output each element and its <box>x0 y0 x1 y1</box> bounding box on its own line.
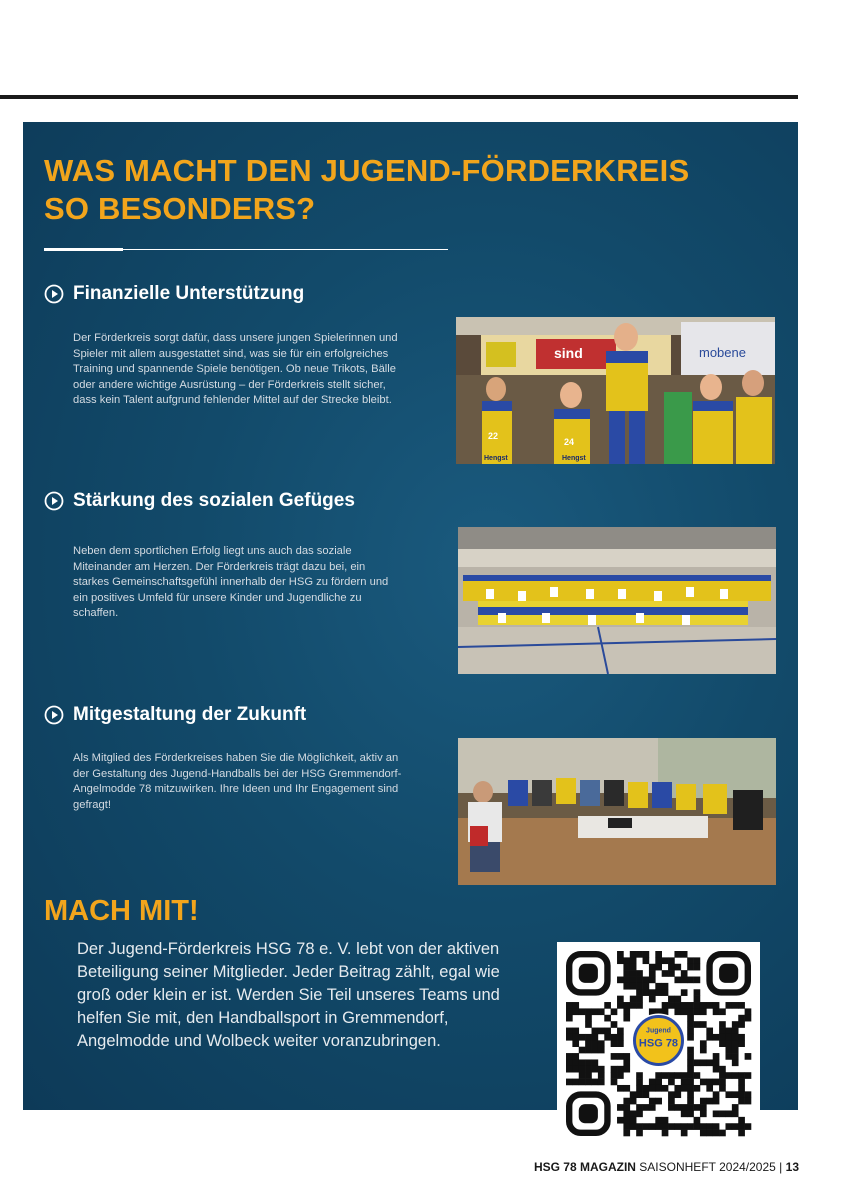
photo-jersey-sponsor: Hengst <box>562 455 586 462</box>
page-headline <box>44 152 689 228</box>
footer-separator: | <box>779 1160 783 1174</box>
photo-sponsor-text: mobene <box>699 345 746 360</box>
section-title-label: Mitgestaltung der Zukunft <box>73 704 307 725</box>
section-text-sozial: Neben dem sportlichen Erfolg liegt uns auch das soziale Miteinander am Herzen. Der Förderkreis trägt dazu bei, ein starkes Gemeinschaftsgefühl innerhalb der HSG zu fördern und ein positives Umfeld für unsere Kinder und Jugendliche zu schaffen. <box>73 545 389 619</box>
play-circle-icon <box>44 491 64 511</box>
section-text-finanzielle: Der Förderkreis sorgt dafür, dass unsere jungen Spielerinnen und Spieler mit allem ausgestattet sind, was sie für ein erfolgreiches Training und spannende Spiele benötigen. Ob neue Trikots, Bälle oder andere wichtige Ausrüstung – der Förderkreis stellt sicher, dass kein Talent aufgrund fehlender Mittel auf der Strecke bleibt. <box>73 332 398 406</box>
photo-group-gym <box>458 527 776 674</box>
section-title-finanzielle <box>44 283 304 305</box>
section-text-zukunft: Als Mitglied des Förderkreises haben Sie die Möglichkeit, aktiv an der Gestaltung des Jugend-Handballs bei der HSG Gremmendorf-Angelmodde 78 mitzuwirken. Ihre Ideen und Ihr Engagement sind gefragt! <box>73 752 402 811</box>
cta-text: Der Jugend-Förderkreis HSG 78 e. V. lebt von der aktiven Beteiligung seiner Mitglieder. Jeder Beitrag zählt, egal wie groß oder klein er ist. Werden Sie Teil unseres Teams und helfen Sie mit, den Handballsport in Gremmendorf, Angelmodde und Wolbeck weiter voranzubringen. <box>77 940 500 1050</box>
headline-line-2: SO BESONDERS? <box>44 191 316 226</box>
play-circle-icon <box>44 284 64 304</box>
page-footer <box>534 1160 799 1174</box>
play-circle-icon <box>44 705 64 725</box>
section-title-zukunft <box>44 704 306 726</box>
photo-kids-team <box>456 317 775 464</box>
footer-edition: SAISONHEFT 2024/2025 <box>639 1160 776 1174</box>
qr-logo-top-text: Jugend <box>646 1027 671 1035</box>
photo-jersey-number: 24 <box>564 437 575 447</box>
qr-code-graphic <box>557 942 760 1139</box>
photo-jersey-sponsor: Hengst <box>484 455 508 462</box>
top-divider <box>0 95 798 99</box>
headline-underline-accent <box>44 248 123 251</box>
cta-title: MACH MIT! <box>44 895 199 927</box>
section-title-label: Finanzielle Unterstützung <box>73 283 305 304</box>
headline-line-1: WAS MACHT DEN JUGEND-FÖRDERKREIS <box>44 153 690 188</box>
section-title-label: Stärkung des sozialen Gefüges <box>73 490 355 511</box>
section-title-sozial <box>44 490 355 512</box>
footer-brand: HSG 78 MAGAZIN <box>533 1160 636 1174</box>
photo-meeting-room <box>458 738 776 885</box>
qr-logo-text: HSG 78 <box>638 1037 679 1050</box>
photo-jersey-number: 22 <box>488 431 499 441</box>
qr-code[interactable] <box>557 942 760 1139</box>
photo-banner-text: sind <box>554 345 583 361</box>
page-number: 13 <box>785 1160 799 1174</box>
